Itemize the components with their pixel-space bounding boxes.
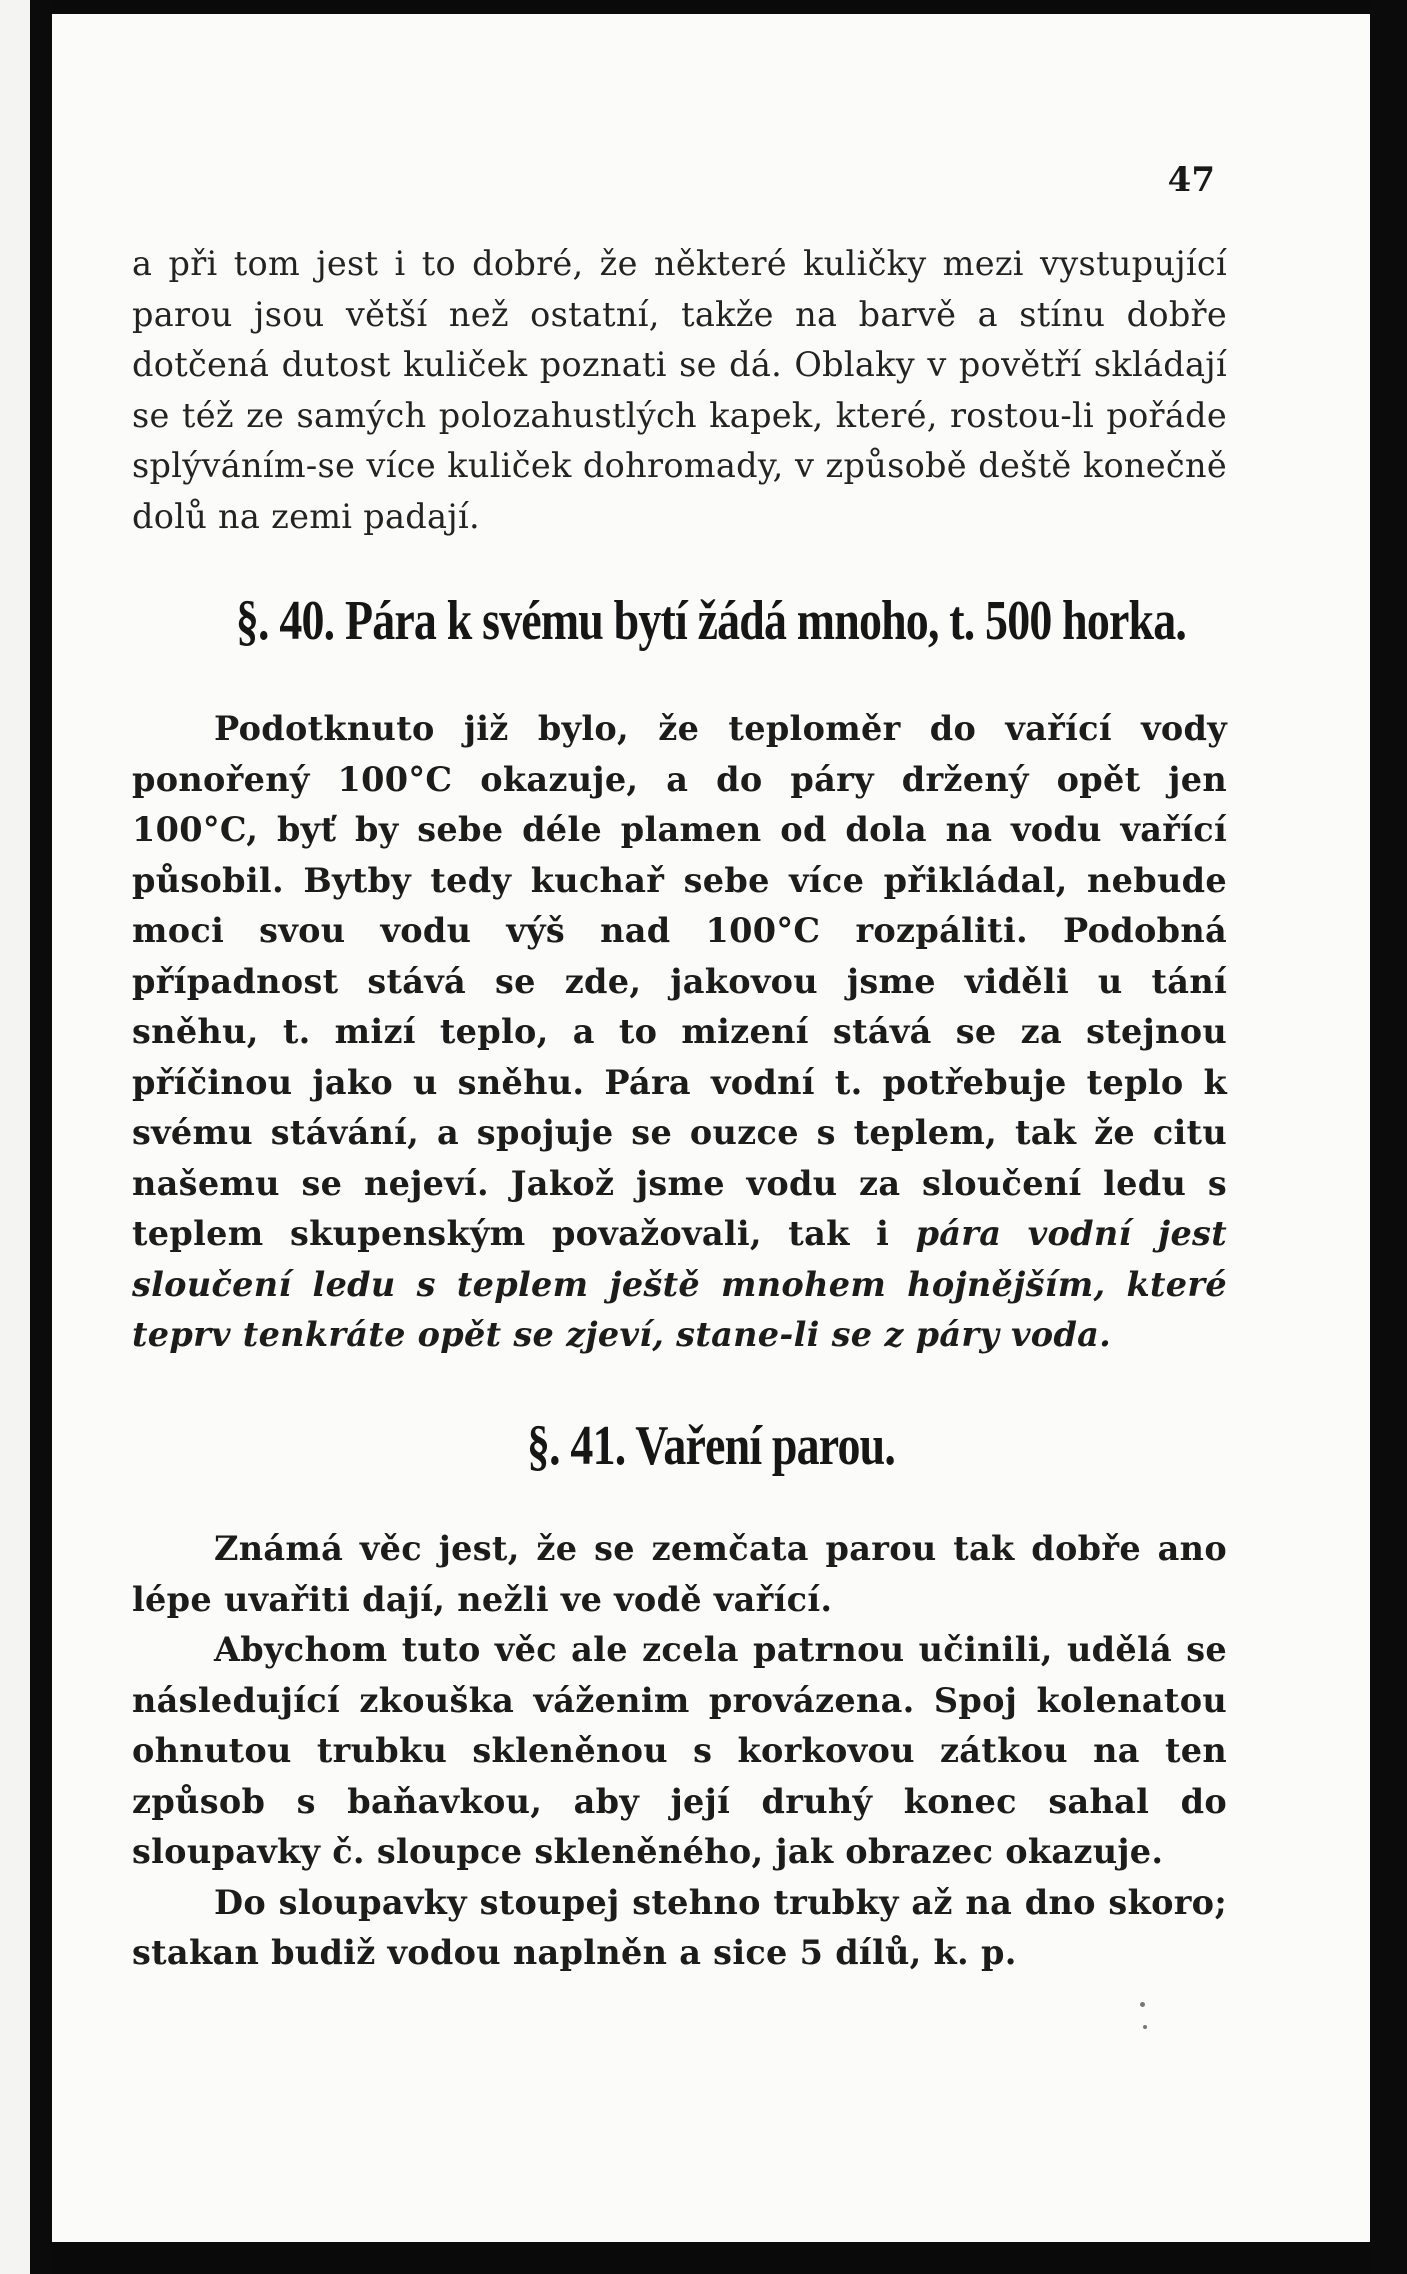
intro-paragraph-block: [132, 239, 1227, 542]
section-41-heading: §. 41. Vaření parou.: [526, 1415, 896, 1477]
section-41-paragraph-1: Známá věc jest, že se zemčata parou tak dobře ano lépe uvařiti dají, nežli ve vodě vařící.: [132, 1529, 1227, 1619]
scan-gutter: [30, 0, 52, 2274]
section-41-paragraph-2: Abychom tuto věc ale zcela patrnou učinili, udělá se následující zkouška váženim provázena. Spoj kolenatou ohnutou trubku skleněnou s korkovou zátkou na ten způsob s baňavkou, aby její druhý konec sahal do sloupavky č. sloupce skleněného, jak obrazec okazuje.: [132, 1630, 1227, 1871]
section-40-block: [132, 704, 1227, 1361]
section-40-text: Podotknuto již bylo, že teploměr do vařící vody ponořený 100°C okazuje, a do páry držený opět jen 100°C, byť by sebe déle plamen od dola na vodu vařící působil. Bytby tedy kuchař sebe více přikládal, nebude moci svou vodu výš nad 100°C rozpáliti. Podobná případnost stává se zde, jakovou jsme viděli u tání sněhu, t. mizí teplo, a to mizení stává se za stejnou příčinou jako u sněhu. Pára vodní t. potřebuje teplo k svému stávání, a spojuje se ouzce s teplem, tak že citu našemu se nejeví. Jakož jsme vodu za sloučení ledu s teplem skupenským považovali, tak i: [132, 709, 1227, 1253]
section-41-block: [132, 1524, 1227, 1979]
scan-right-margin: [1370, 0, 1407, 2274]
book-page: [52, 14, 1370, 2242]
page-number: 47: [1167, 160, 1215, 200]
scan-speck: [1140, 2002, 1145, 2007]
scan-speck: [1143, 2025, 1147, 2029]
scan-left-margin: [0, 0, 30, 2274]
section-40-paragraph: [132, 704, 1227, 1361]
intro-paragraph: a při tom jest i to dobré, že některé kuličky mezi vystupující parou jsou větší než ostatní, takže na barvě a stínu dobře dotčená dutost kuliček poznati se dá. Oblaky v povětří skládají se též ze samých polozahustlých kapek, které, rostou-li pořáde splýváním-se více kuliček dohromady, v způsobě deště konečně dolů na zemi padají.: [132, 244, 1227, 536]
section-41-paragraph-3: Do sloupavky stoupej stehno trubky až na dno skoro; stakan budiž vodou naplněn a sice 5 dílů, k. p.: [132, 1882, 1227, 1972]
section-40-italic-text: pára vodní jest sloučení ledu s teplem ještě mnohem hojnějším, které teprv tenkráte opět se zjeví, stane-li se z páry voda.: [132, 1214, 1227, 1354]
section-40-heading: §. 40. Pára k svému bytí žádá mnoho, t. 500 horka.: [235, 590, 1187, 652]
